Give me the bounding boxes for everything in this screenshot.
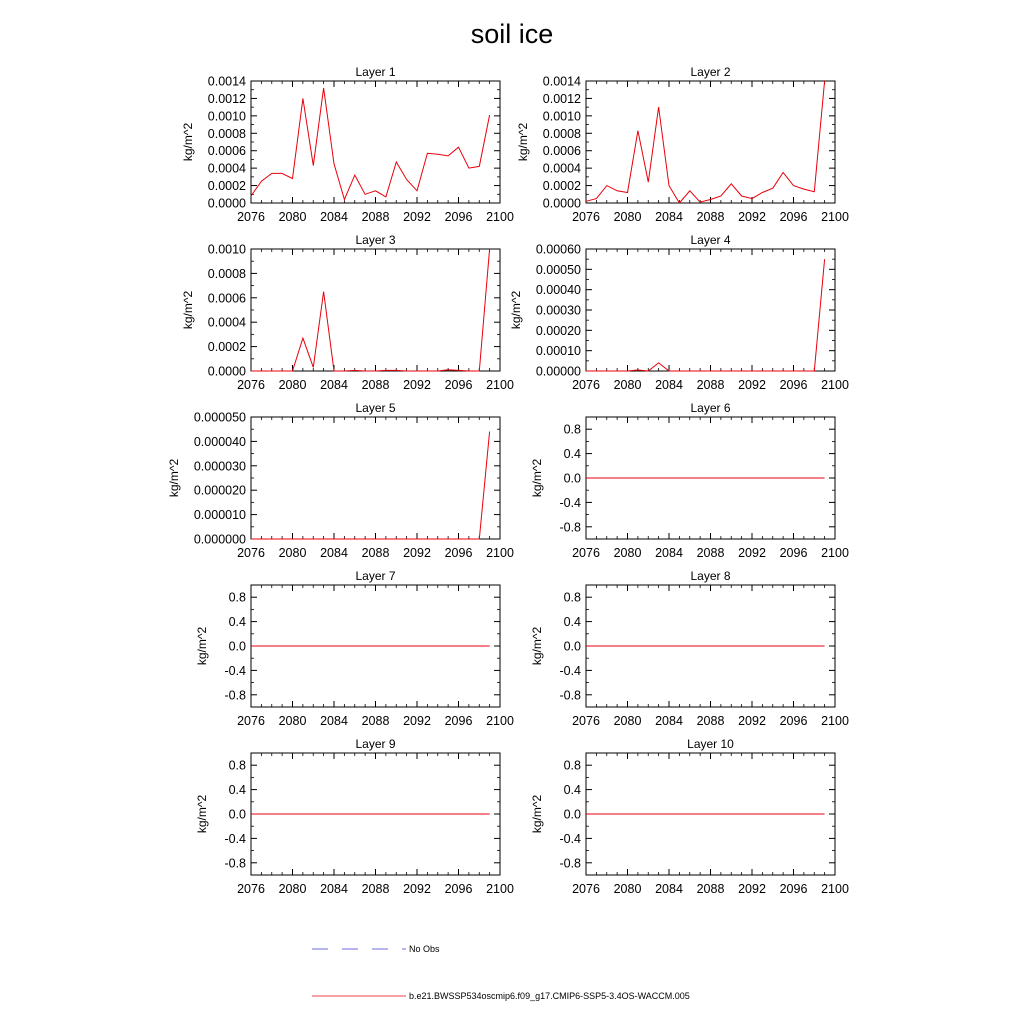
layer-7-x-tick-label: 2092 — [403, 714, 431, 728]
layer-4-y-tick-label: 0.00010 — [535, 344, 581, 359]
layer-5-y-tick-label: 0.000030 — [193, 459, 246, 474]
layer-10-x-tick-label: 2076 — [572, 882, 600, 896]
layer-8-y-tick-label: 0.8 — [563, 590, 581, 605]
layer-4-y-tick-label: 0.00020 — [535, 323, 581, 338]
layer-3-y-axis-label: kg/m^2 — [181, 290, 195, 330]
layer-1-x-tick-label: 2100 — [486, 210, 514, 224]
layer-8-panel — [530, 569, 849, 728]
layer-2-y-tick-label: 0.0010 — [542, 109, 581, 124]
layer-9-x-tick-label: 2080 — [278, 882, 307, 896]
layer-5-y-tick-label: 0.000010 — [193, 508, 246, 523]
layer-3-title: Layer 3 — [355, 233, 396, 247]
layer-6-y-tick-label: 0.8 — [563, 422, 581, 437]
layer-4-x-tick-label: 2088 — [696, 378, 725, 392]
layer-6-y-tick-label: -0.4 — [559, 495, 581, 510]
layer-8-x-tick-label: 2076 — [572, 714, 600, 728]
layer-7-y-tick-label: -0.8 — [224, 688, 246, 703]
layer-1-panel — [181, 65, 514, 224]
layer-8-x-tick-label: 2088 — [696, 714, 725, 728]
layer-3-x-tick-label: 2076 — [237, 378, 265, 392]
panels — [167, 65, 849, 896]
layer-9-y-axis-label: kg/m^2 — [195, 794, 209, 834]
layer-1-x-tick-label: 2092 — [403, 210, 431, 224]
layer-7-x-tick-label: 2096 — [444, 714, 473, 728]
figure-title: soil ice — [470, 19, 554, 49]
layer-1-plot-frame — [251, 81, 500, 203]
layer-9-x-tick-label: 2088 — [361, 882, 390, 896]
layer-9-y-tick-label: 0.4 — [228, 783, 246, 798]
layer-10-x-tick-label: 2088 — [696, 882, 725, 896]
layer-5-x-tick-label: 2096 — [444, 546, 473, 560]
layer-5-x-tick-label: 2080 — [278, 546, 307, 560]
layer-3-y-tick-label: 0.0008 — [207, 266, 246, 281]
layer-4-plot-frame — [586, 249, 835, 371]
layer-1-y-tick-label: 0.0008 — [207, 126, 246, 141]
layer-8-y-tick-label: 0.0 — [563, 639, 581, 654]
layer-9-panel — [195, 737, 514, 896]
layer-2-series-line — [586, 81, 825, 203]
layer-4-series-line — [586, 259, 825, 371]
layer-3-y-tick-label: 0.0010 — [207, 242, 246, 257]
layer-4-panel — [509, 233, 849, 392]
layer-10-y-tick-label: 0.4 — [563, 783, 581, 798]
layer-2-x-tick-label: 2088 — [696, 210, 725, 224]
layer-2-x-tick-label: 2092 — [738, 210, 766, 224]
layer-8-y-tick-label: -0.8 — [559, 688, 581, 703]
layer-6-x-tick-label: 2080 — [613, 546, 642, 560]
layer-8-y-axis-label: kg/m^2 — [530, 626, 544, 666]
layer-5-y-axis-label: kg/m^2 — [167, 458, 181, 498]
layer-6-y-axis-label: kg/m^2 — [530, 458, 544, 498]
layer-9-x-tick-label: 2084 — [320, 882, 348, 896]
layer-4-x-tick-label: 2080 — [613, 378, 642, 392]
layer-3-y-tick-label: 0.0006 — [207, 291, 246, 306]
layer-10-y-axis-label: kg/m^2 — [530, 794, 544, 834]
layer-1-title: Layer 1 — [355, 65, 396, 79]
layer-1-y-tick-label: 0.0014 — [207, 74, 246, 89]
layer-4-y-tick-label: 0.00030 — [535, 303, 581, 318]
layer-8-x-tick-label: 2084 — [655, 714, 683, 728]
layer-1-y-tick-label: 0.0002 — [207, 179, 246, 194]
layer-10-title: Layer 10 — [687, 737, 734, 751]
layer-6-title: Layer 6 — [690, 401, 731, 415]
layer-6-x-tick-label: 2092 — [738, 546, 766, 560]
layer-5-x-tick-label: 2092 — [403, 546, 431, 560]
layer-5-y-tick-label: 0.000000 — [193, 532, 246, 547]
legend-model-label: b.e21.BWSSP534oscmip6.f09_g17.CMIP6-SSP5-3.4OS-WACCM.005 — [409, 991, 690, 1001]
layer-4-y-tick-label: 0.00040 — [535, 283, 581, 298]
layer-10-x-tick-label: 2092 — [738, 882, 766, 896]
layer-10-y-tick-label: -0.4 — [559, 831, 581, 846]
layer-1-x-tick-label: 2096 — [444, 210, 473, 224]
layer-4-x-tick-label: 2100 — [821, 378, 849, 392]
layer-4-y-tick-label: 0.00050 — [535, 262, 581, 277]
layer-7-y-axis-label: kg/m^2 — [195, 626, 209, 666]
layer-9-y-tick-label: -0.4 — [224, 831, 246, 846]
layer-4-x-tick-label: 2096 — [779, 378, 808, 392]
layer-10-y-tick-label: 0.8 — [563, 758, 581, 773]
layer-10-x-tick-label: 2084 — [655, 882, 683, 896]
layer-2-x-tick-label: 2096 — [779, 210, 808, 224]
layer-2-y-tick-label: 0.0002 — [542, 179, 581, 194]
layer-8-x-tick-label: 2096 — [779, 714, 808, 728]
layer-10-y-tick-label: 0.0 — [563, 807, 581, 822]
layer-7-x-tick-label: 2076 — [237, 714, 265, 728]
layer-4-y-axis-label: kg/m^2 — [509, 290, 523, 330]
layer-7-y-tick-label: 0.0 — [228, 639, 246, 654]
layer-9-x-tick-label: 2100 — [486, 882, 514, 896]
layer-1-y-tick-label: 0.0000 — [207, 196, 246, 211]
layer-3-x-tick-label: 2100 — [486, 378, 514, 392]
layer-7-x-tick-label: 2080 — [278, 714, 307, 728]
layer-1-y-axis-label: kg/m^2 — [181, 122, 195, 162]
layer-7-x-tick-label: 2100 — [486, 714, 514, 728]
layer-8-x-tick-label: 2080 — [613, 714, 642, 728]
layer-6-x-tick-label: 2076 — [572, 546, 600, 560]
layer-5-y-tick-label: 0.000040 — [193, 434, 246, 449]
layer-6-x-tick-label: 2088 — [696, 546, 725, 560]
layer-1-y-tick-label: 0.0004 — [207, 161, 246, 176]
layer-2-y-tick-label: 0.0000 — [542, 196, 581, 211]
layer-3-x-tick-label: 2088 — [361, 378, 390, 392]
layer-3-x-tick-label: 2092 — [403, 378, 431, 392]
layer-10-y-tick-label: -0.8 — [559, 856, 581, 871]
layer-5-y-tick-label: 0.000020 — [193, 483, 246, 498]
layer-9-y-tick-label: -0.8 — [224, 856, 246, 871]
layer-3-x-tick-label: 2096 — [444, 378, 473, 392]
layer-1-y-tick-label: 0.0006 — [207, 144, 246, 159]
layer-8-title: Layer 8 — [690, 569, 731, 583]
layer-4-y-tick-label: 0.00000 — [535, 364, 581, 379]
layer-2-x-tick-label: 2076 — [572, 210, 600, 224]
layer-1-y-tick-label: 0.0012 — [207, 91, 246, 106]
layer-2-x-tick-label: 2100 — [821, 210, 849, 224]
legend-obs-label: No Obs — [409, 944, 440, 954]
layer-8-y-tick-label: -0.4 — [559, 663, 581, 678]
layer-9-title: Layer 9 — [355, 737, 396, 751]
layer-10-panel — [530, 737, 849, 896]
layer-10-x-tick-label: 2100 — [821, 882, 849, 896]
layer-9-x-tick-label: 2096 — [444, 882, 473, 896]
layer-6-panel — [530, 401, 849, 560]
layer-6-y-tick-label: 0.0 — [563, 471, 581, 486]
layer-9-y-tick-label: 0.8 — [228, 758, 246, 773]
layer-3-y-tick-label: 0.0002 — [207, 340, 246, 355]
layer-1-x-tick-label: 2076 — [237, 210, 265, 224]
layer-9-y-tick-label: 0.0 — [228, 807, 246, 822]
layer-7-x-tick-label: 2084 — [320, 714, 348, 728]
layer-3-plot-frame — [251, 249, 500, 371]
layer-9-x-tick-label: 2076 — [237, 882, 265, 896]
layer-2-y-tick-label: 0.0012 — [542, 91, 581, 106]
layer-4-x-tick-label: 2084 — [655, 378, 683, 392]
layer-3-panel — [181, 233, 514, 392]
layer-3-y-tick-label: 0.0000 — [207, 364, 246, 379]
layer-3-x-tick-label: 2080 — [278, 378, 307, 392]
legend — [312, 944, 690, 1001]
layer-2-y-axis-label: kg/m^2 — [516, 122, 530, 162]
layer-7-x-tick-label: 2088 — [361, 714, 390, 728]
layer-5-series-line — [251, 432, 490, 539]
layer-2-panel — [516, 65, 849, 224]
layer-7-y-tick-label: 0.8 — [228, 590, 246, 605]
layer-5-plot-frame — [251, 417, 500, 539]
layer-1-x-tick-label: 2084 — [320, 210, 348, 224]
layer-5-x-tick-label: 2084 — [320, 546, 348, 560]
layer-6-x-tick-label: 2084 — [655, 546, 683, 560]
layer-8-y-tick-label: 0.4 — [563, 615, 581, 630]
layer-7-panel — [195, 569, 514, 728]
layer-6-x-tick-label: 2096 — [779, 546, 808, 560]
layer-9-x-tick-label: 2092 — [403, 882, 431, 896]
layer-3-series-line — [251, 249, 490, 371]
layer-6-y-tick-label: -0.8 — [559, 520, 581, 535]
layer-4-x-tick-label: 2076 — [572, 378, 600, 392]
layer-4-y-tick-label: 0.00060 — [535, 242, 581, 257]
layer-1-x-tick-label: 2088 — [361, 210, 390, 224]
layer-5-x-tick-label: 2076 — [237, 546, 265, 560]
layer-4-title: Layer 4 — [690, 233, 731, 247]
layer-7-title: Layer 7 — [355, 569, 396, 583]
layer-6-x-tick-label: 2100 — [821, 546, 849, 560]
layer-8-x-tick-label: 2092 — [738, 714, 766, 728]
layer-4-x-tick-label: 2092 — [738, 378, 766, 392]
layer-8-x-tick-label: 2100 — [821, 714, 849, 728]
layer-3-x-tick-label: 2084 — [320, 378, 348, 392]
layer-2-y-tick-label: 0.0008 — [542, 126, 581, 141]
layer-7-y-tick-label: 0.4 — [228, 615, 246, 630]
layer-2-x-tick-label: 2080 — [613, 210, 642, 224]
layer-5-title: Layer 5 — [355, 401, 396, 415]
layer-5-x-tick-label: 2088 — [361, 546, 390, 560]
layer-2-y-tick-label: 0.0004 — [542, 161, 581, 176]
layer-1-x-tick-label: 2080 — [278, 210, 307, 224]
layer-5-panel — [167, 401, 514, 560]
layer-2-y-tick-label: 0.0006 — [542, 144, 581, 159]
layer-2-y-tick-label: 0.0014 — [542, 74, 581, 89]
layer-2-plot-frame — [586, 81, 835, 203]
layer-1-series-line — [251, 88, 490, 200]
layer-10-x-tick-label: 2096 — [779, 882, 808, 896]
layer-5-y-tick-label: 0.000050 — [193, 410, 246, 425]
layer-1-y-tick-label: 0.0010 — [207, 109, 246, 124]
layer-6-y-tick-label: 0.4 — [563, 447, 581, 462]
layer-7-y-tick-label: -0.4 — [224, 663, 246, 678]
layer-10-x-tick-label: 2080 — [613, 882, 642, 896]
layer-3-y-tick-label: 0.0004 — [207, 315, 246, 330]
layer-2-title: Layer 2 — [690, 65, 731, 79]
layer-2-x-tick-label: 2084 — [655, 210, 683, 224]
layer-5-x-tick-label: 2100 — [486, 546, 514, 560]
